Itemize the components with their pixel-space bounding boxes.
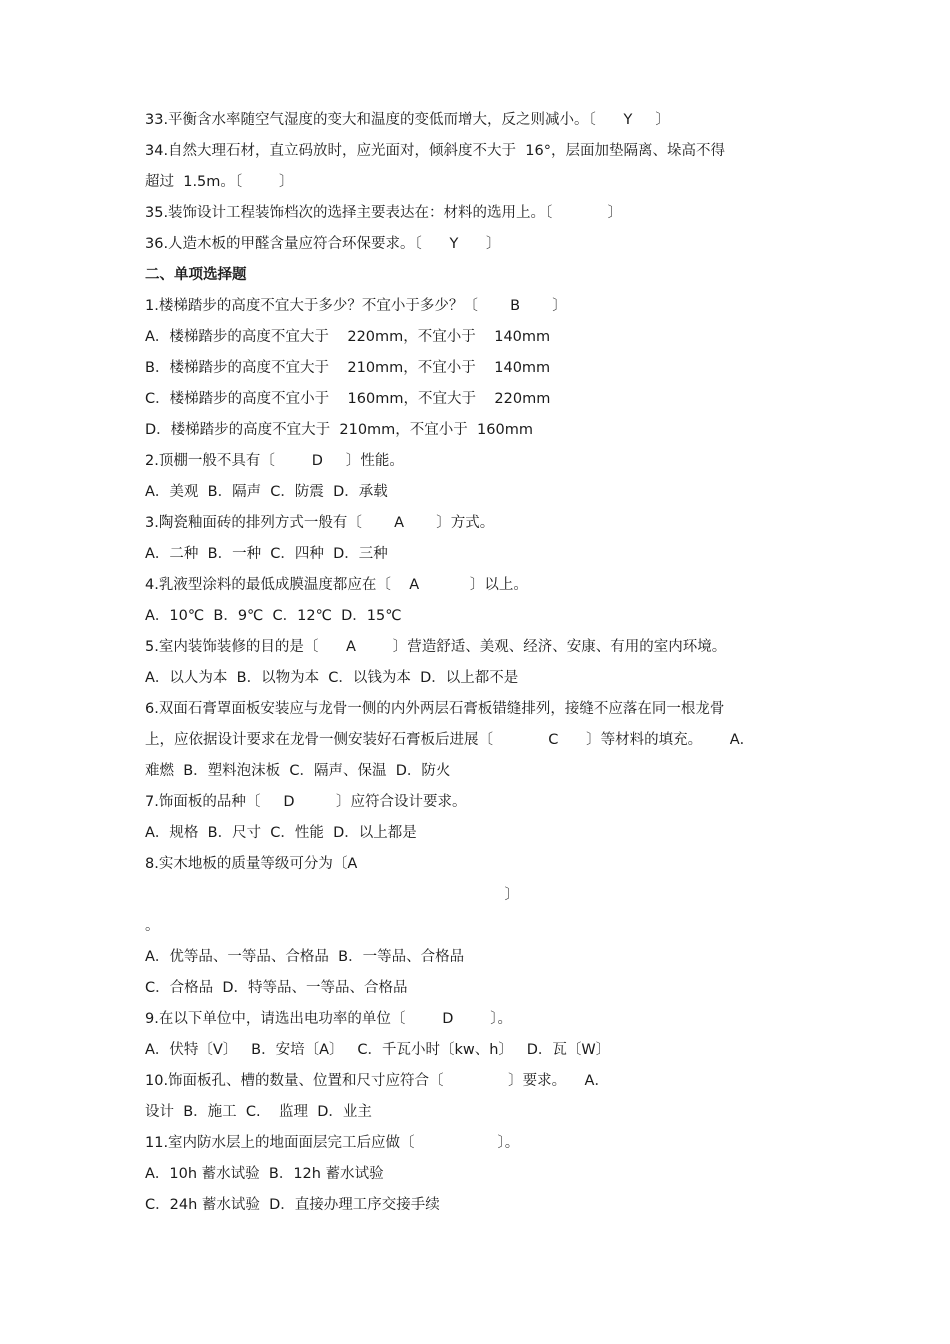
question-1-option-d: D．楼梯踏步的高度不宜大于 210mm，不宜小于 160mm bbox=[145, 422, 533, 438]
question-1-option-b: B．楼梯踏步的高度不宜大于 210mm，不宜小于 140mm bbox=[145, 360, 551, 376]
question-4: 4.乳液型涂料的最低成膜温度都应在〔 A 〕以上。 bbox=[145, 577, 528, 593]
question-7: 7.饰面板的品种〔 D 〕应符合设计要求。 bbox=[145, 794, 467, 810]
question-8-options-1: A．优等品、一等品、合格品 B．一等品、合格品 bbox=[145, 949, 465, 965]
question-1-option-a: A．楼梯踏步的高度不宜大于 220mm，不宜小于 140mm bbox=[145, 329, 551, 345]
question-6: 6.双面石膏罩面板安装应与龙骨一侧的内外两层石膏板错缝排列，接缝不应落在同一根龙骨 bbox=[145, 701, 725, 717]
question-11-options-1: A．10h 蓄水试验 B．12h 蓄水试验 bbox=[145, 1166, 384, 1182]
question-11: 11.室内防水层上的地面面层完工后应做〔 〕。 bbox=[145, 1135, 520, 1151]
question-9: 9.在以下单位中，请选出电功率的单位〔 D 〕。 bbox=[145, 1011, 512, 1027]
question-10-options: 设计 B．施工 C. 监理 D．业主 bbox=[145, 1104, 372, 1120]
question-7-options: A．规格 B．尺寸 C．性能 D．以上都是 bbox=[145, 825, 417, 841]
document-body bbox=[145, 105, 805, 1221]
question-1: 1.楼梯踏步的高度不宜大于多少？不宜小于多少？〔 B 〕 bbox=[145, 298, 567, 314]
question-34-continued: 超过 1.5m。〔 〕 bbox=[145, 174, 294, 190]
question-33: 33.平衡含水率随空气湿度的变大和温度的变低而增大，反之则减小。〔 Y 〕 bbox=[145, 112, 670, 128]
question-4-options: A．10℃ B．9℃ C．12℃ D．15℃ bbox=[145, 608, 402, 624]
question-3: 3.陶瓷釉面砖的排列方式一般有〔 A 〕方式。 bbox=[145, 515, 495, 531]
section-heading: 二、单项选择题 bbox=[145, 267, 247, 283]
question-2: 2.顶棚一般不具有〔 D 〕性能。 bbox=[145, 453, 404, 469]
question-2-options: A．美观 B．隔声 C．防震 D．承载 bbox=[145, 484, 388, 500]
question-6-continued: 上，应依据设计要求在龙骨一侧安装好石膏板后进展〔 C 〕等材料的填充。 A． bbox=[145, 732, 755, 748]
question-9-options: A．伏特〔V〕 B．安培〔A〕 C．千瓦小时〔kw、h〕 D．瓦〔W〕 bbox=[145, 1042, 611, 1058]
question-35: 35.装饰设计工程装饰档次的选择主要表达在：材料的选用上。〔 〕 bbox=[145, 205, 623, 221]
question-1-option-c: C．楼梯踏步的高度不宜小于 160mm，不宜大于 220mm bbox=[145, 391, 551, 407]
question-3-options: A．二种 B．一种 C．四种 D．三种 bbox=[145, 546, 388, 562]
question-5-options: A．以人为本 B．以物为本 C．以钱为本 D．以上都不是 bbox=[145, 670, 519, 686]
question-5: 5.室内装饰装修的目的是〔 A 〕营造舒适、美观、经济、安康、有用的室内环境。 bbox=[145, 639, 727, 655]
question-8-options-2: C．合格品 D．特等品、一等品、合格品 bbox=[145, 980, 408, 996]
question-6-options: 难燃 B．塑料泡沫板 C．隔声、保温 D．防火 bbox=[145, 763, 451, 779]
question-36: 36.人造木板的甲醛含量应符合环保要求。〔 Y 〕 bbox=[145, 236, 501, 252]
question-11-options-2: C．24h 蓄水试验 D．直接办理工序交接手续 bbox=[145, 1197, 440, 1213]
question-8: 8.实木地板的质量等级可分为〔A bbox=[145, 856, 358, 872]
question-8-period: 。 bbox=[145, 918, 160, 934]
question-34: 34.自然大理石材，直立码放时，应光面对，倾斜度不大于 16°，层面加垫隔离、垛高不得 bbox=[145, 143, 725, 159]
question-10: 10.饰面板孔、槽的数量、位置和尺寸应符合〔 〕要求。 A． bbox=[145, 1073, 609, 1089]
question-8-bracket: 〕 bbox=[145, 887, 520, 903]
